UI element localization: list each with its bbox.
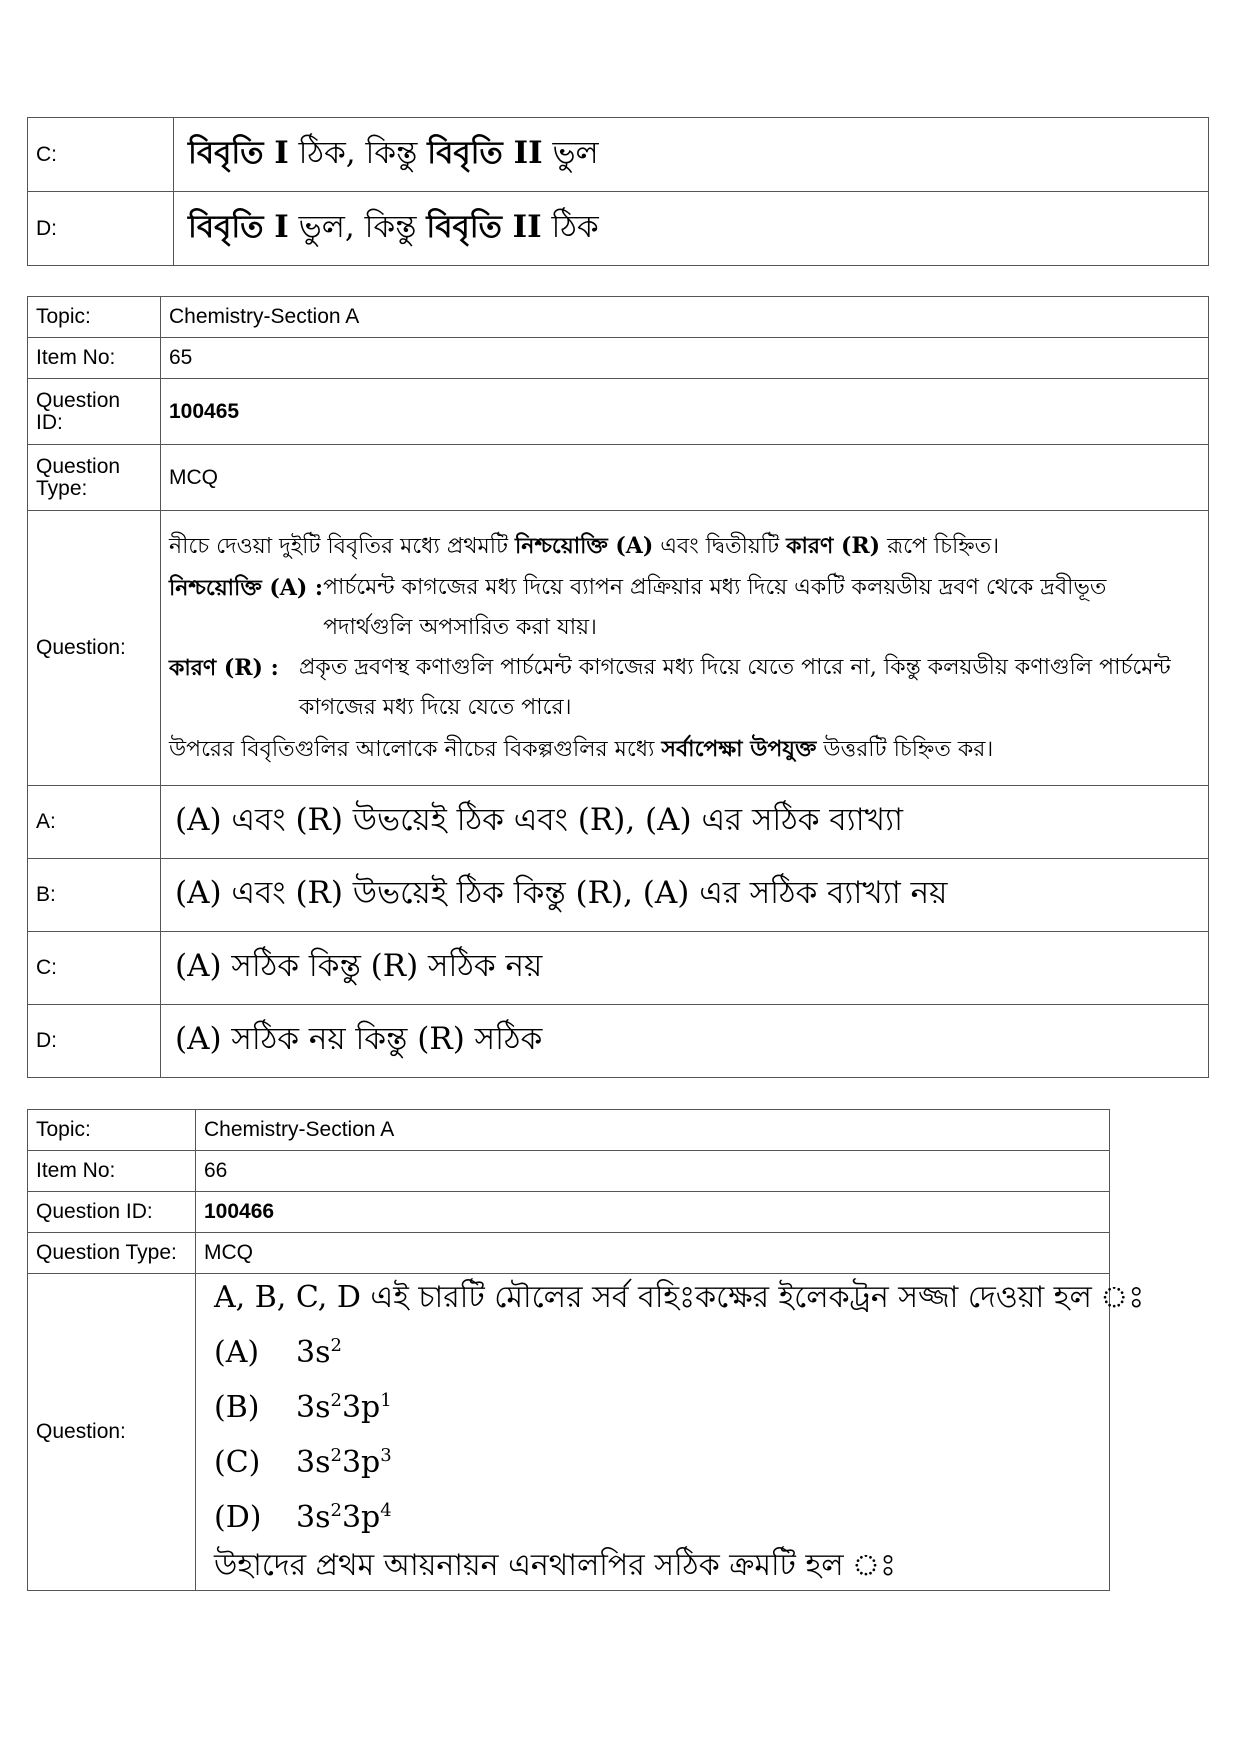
question-type-label: Question Type: (28, 1233, 196, 1274)
prev-question-options-table (27, 117, 1209, 266)
question-label: Question: (28, 511, 161, 786)
config-line-a (214, 1322, 1101, 1377)
config-label: (D) (214, 1500, 262, 1535)
option-text-part: ঠিক, কিন্তু (288, 134, 428, 171)
option-label: D: (28, 1005, 161, 1078)
assertion-label: নিশ্চয়োক্তি (A) : (169, 575, 324, 601)
config-sup: 3 (380, 1445, 392, 1466)
statement-i-ref: বিবৃতি I (188, 208, 289, 245)
text-part: এবং দ্বিতীয়টি (653, 534, 787, 559)
reason (169, 648, 1200, 728)
config-label: (C) (214, 1445, 261, 1480)
option-label: B: (28, 859, 161, 932)
option-text-part: ভুল, কিন্তু (288, 208, 427, 245)
question-intro: A, B, C, D এই চারটি মৌলের সর্ব বহিঃকক্ষের ইলেকট্রন সজ্জা দেওয়া হল ঃ (214, 1280, 1145, 1315)
item-value: 65 (161, 338, 1209, 379)
statement-ii-ref: বিবৃতি II (426, 208, 542, 245)
question-row (28, 1274, 1110, 1591)
text-part: রূপে চিহ্নিত। (880, 534, 1000, 559)
option-label: C: (28, 118, 174, 192)
config-part: 3p (341, 1445, 381, 1480)
question-id-row (28, 1192, 1110, 1233)
config-line-c (214, 1432, 1101, 1487)
config-part: 3p (341, 1390, 381, 1425)
question-body (196, 1274, 1145, 1591)
topic-value: Chemistry-Section A (161, 297, 1209, 338)
question-outro: উহাদের প্রথম আয়নায়ন এনথালপির সঠিক ক্রমটি হল ঃ (214, 1548, 896, 1583)
assertion-ref: নিশ্চয়োক্তি (A) (515, 533, 654, 559)
question-type-value: MCQ (196, 1233, 1110, 1274)
option-row-a (28, 786, 1209, 859)
config-part: 3s (296, 1500, 331, 1535)
config-part: 3s (296, 1445, 331, 1480)
config-sup: 1 (380, 1390, 392, 1411)
config-sup: 2 (330, 1335, 342, 1356)
item-label: Item No: (28, 338, 161, 379)
item-row (28, 338, 1209, 379)
question-65-table (27, 296, 1209, 1078)
item-label: Item No: (28, 1151, 196, 1192)
config-sup: 2 (330, 1445, 342, 1466)
config-line-b (214, 1377, 1101, 1432)
question-id-label: Question ID: (28, 379, 161, 445)
question-type-label: Question Type: (28, 445, 161, 511)
config-label: (B) (214, 1390, 260, 1425)
topic-value: Chemistry-Section A (196, 1110, 1110, 1151)
config-sup: 2 (330, 1390, 342, 1411)
assertion (169, 568, 1200, 648)
reason-ref: কারণ (R) (786, 533, 881, 559)
option-label: A: (28, 786, 161, 859)
text-part: উত্তরটি চিহ্নিত কর। (816, 737, 994, 762)
option-text-part: ভুল (542, 134, 599, 171)
emphasis: সর্বাপেক্ষা উপযুক্ত (661, 736, 817, 762)
question-id-value: 100465 (161, 379, 1209, 445)
option-label: C: (28, 932, 161, 1005)
topic-label: Topic: (28, 1110, 196, 1151)
option-text-part: ঠিক (541, 208, 599, 245)
question-type-row (28, 1233, 1110, 1274)
question-row (28, 511, 1209, 786)
text-part: উপরের বিবৃতিগুলির আলোকে নীচের বিকল্পগুলির মধ্যে (169, 737, 662, 762)
option-label: D: (28, 192, 174, 266)
reason-label: কারণ (R) : (169, 655, 279, 681)
question-type-value: MCQ (161, 445, 1209, 511)
question-outro (169, 728, 1200, 771)
option-text (174, 192, 1209, 266)
config-sup: 4 (380, 1500, 392, 1521)
topic-row (28, 1110, 1110, 1151)
assertion-text: পার্চমেন্ট কাগজের মধ্য দিয়ে ব্যাপন প্রক্রিয়ার মধ্য দিয়ে একটি কলয়ডীয় দ্রবণ থেকে দ্রবীভূত পদার্থগুলি অপসারিত করা যায়। (323, 575, 1107, 640)
config-line-d (214, 1487, 1101, 1542)
option-row-b (28, 859, 1209, 932)
statement-ii-ref: বিবৃতি II (427, 134, 543, 171)
question-66-table (27, 1109, 1145, 1591)
option-row-c (28, 932, 1209, 1005)
config-sup: 2 (330, 1500, 342, 1521)
item-value: 66 (196, 1151, 1110, 1192)
option-text: (A) সঠিক নয় কিন্তু (R) সঠিক (161, 1005, 1209, 1078)
statement-i-ref: বিবৃতি I (188, 134, 289, 171)
option-row-c (28, 118, 1209, 192)
option-text: (A) এবং (R) উভয়েই ঠিক কিন্তু (R), (A) এর সঠিক ব্যাখ্যা নয় (161, 859, 1209, 932)
option-row-d (28, 1005, 1209, 1078)
question-id-value: 100466 (196, 1192, 1110, 1233)
question-id-row (28, 379, 1209, 445)
text-part: নীচে দেওয়া দুইটি বিবৃতির মধ্যে প্রথমটি (169, 534, 516, 559)
option-text: (A) সঠিক কিন্তু (R) সঠিক নয় (161, 932, 1209, 1005)
item-row (28, 1151, 1110, 1192)
question-body (161, 511, 1209, 786)
topic-label: Topic: (28, 297, 161, 338)
topic-row (28, 297, 1209, 338)
config-part: 3s (296, 1335, 331, 1370)
option-text (174, 118, 1209, 192)
option-text: (A) এবং (R) উভয়েই ঠিক এবং (R), (A) এর সঠিক ব্যাখ্যা (161, 786, 1209, 859)
question-intro (169, 525, 1200, 568)
config-part: 3s (296, 1390, 331, 1425)
question-label: Question: (28, 1274, 196, 1591)
question-type-row (28, 445, 1209, 511)
question-id-label: Question ID: (28, 1192, 196, 1233)
reason-text: প্রকৃত দ্রবণস্থ কণাগুলি পার্চমেন্ট কাগজের মধ্য দিয়ে যেতে পারে না, কিন্তু কলয়ডীয় কণাগুলি পার্চমেন্ট কাগজের মধ্য দিয়ে যেতে পারে। (299, 655, 1171, 720)
config-label: (A) (214, 1335, 260, 1370)
option-row-d (28, 192, 1209, 266)
config-part: 3p (341, 1500, 381, 1535)
